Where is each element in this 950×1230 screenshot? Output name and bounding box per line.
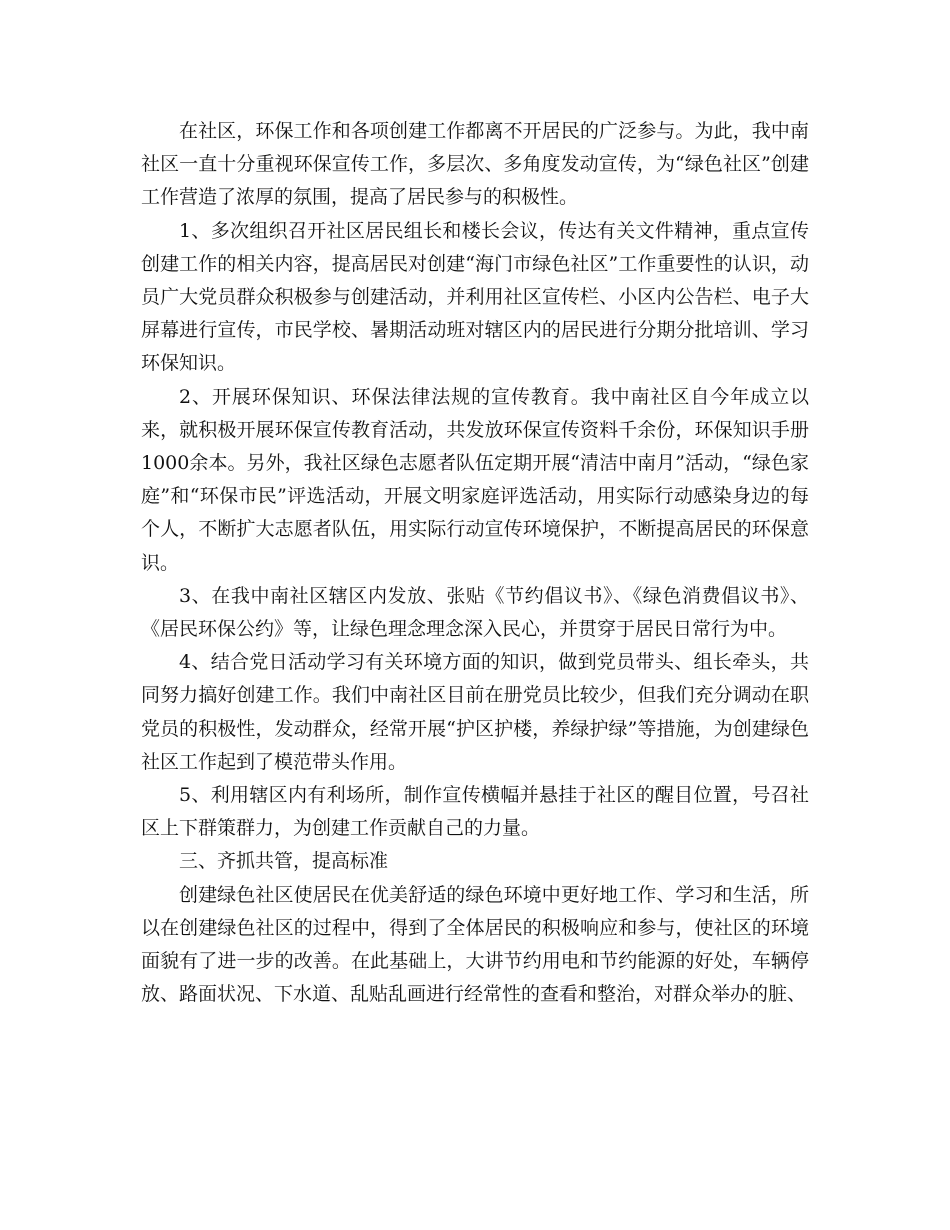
paragraph-item-2: 2、开展环保知识、环保法律法规的宣传教育。我中南社区自今年成立以来，就积极开展环保宣传教育活动，共发放环保宣传资料千余份，环保知识手册1000余本。另外，我社区绿色志愿者队伍定期开展“清洁中南月”活动，“绿色家庭”和“环保市民”评选活动，开展文明家庭评选活动，用实际行动感染身边的每个人，不断扩大志愿者队伍，用实际行动宣传环境保护，不断提高居民的环保意识。	[141, 385, 809, 574]
paragraph-section-body: 创建绿色社区使居民在优美舒适的绿色环境中更好地工作、学习和生活，所以在创建绿色社区的过程中，得到了全体居民的积极响应和参与，使社区的环境面貌有了进一步的改善。在此基础上，大讲节约用电和节约能源的好处，车辆停放、路面状况、下水道、乱贴乱画进行经常性的查看和整治，对群众举办的脏、	[141, 883, 809, 1006]
paragraph-item-1: 1、多次组织召开社区居民组长和楼长会议，传达有关文件精神，重点宣传创建工作的相关内容，提高居民对创建“海门市绿色社区”工作重要性的认识，动员广大党员群众积极参与创建活动，并利用社区宣传栏、小区内公告栏、电子大屏幕进行宣传，市民学校、暑期活动班对辖区内的居民进行分期分批培训、学习环保知识。	[141, 219, 809, 375]
paragraph-item-3: 3、在我中南社区辖区内发放、张贴《节约倡议书》、《绿色消费倡议书》、《居民环保公约》等，让绿色理念理念深入民心，并贯穿于居民日常行为中。	[141, 584, 809, 641]
paragraph-item-5: 5、利用辖区内有利场所，制作宣传横幅并悬挂于社区的醒目位置，号召社区上下群策群力，为创建工作贡献自己的力量。	[141, 784, 809, 840]
paragraph-intro: 在社区，环保工作和各项创建工作都离不开居民的广泛参与。为此，我中南社区一直十分重视环保宣传工作，多层次、多角度发动宣传，为“绿色社区”创建工作营造了浓厚的氛围，提高了居民参与的积极性。	[141, 120, 809, 209]
section-heading: 三、齐抓共管，提高标准	[179, 850, 389, 873]
paragraph-item-4: 4、结合党日活动学习有关环境方面的知识，做到党员带头、组长牵头，共同努力搞好创建工作。我们中南社区目前在册党员比较少，但我们充分调动在职党员的积极性，发动群众，经常开展“护区护楼，养绿护绿”等措施，为创建绿色社区工作起到了模范带头作用。	[141, 651, 809, 773]
document-page	[141, 115, 809, 1011]
